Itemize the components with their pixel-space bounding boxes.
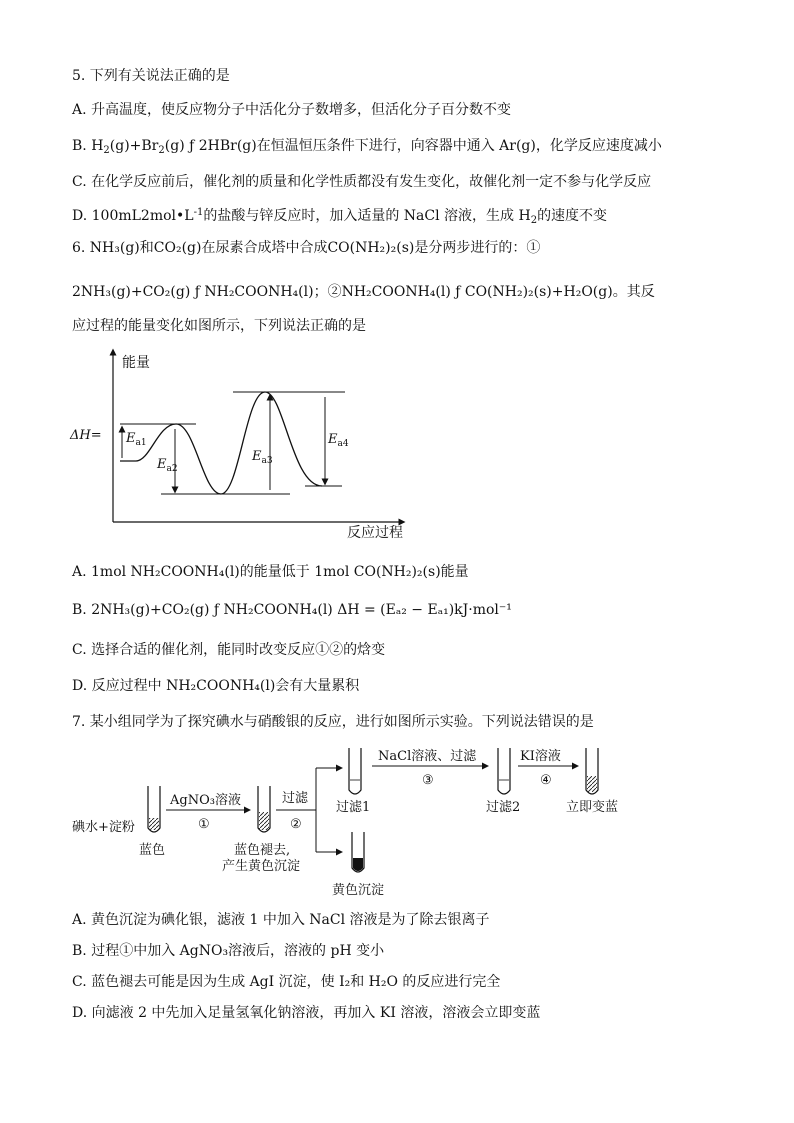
q7-option-d: D. 向滤液 2 中先加入足量氢氧化钠溶液，再加入 KI 溶液，溶液会立即变蓝 [72,1005,541,1021]
energy-curve [120,392,322,494]
ki-label: KI溶液 [520,749,561,764]
q6-stem-line1: 6. NH₃(g)和CO₂(g)在尿素合成塔中合成CO(NH₂)₂(s)是分两步进行的：① [72,240,541,256]
ea1-label: $E_{a1}$ [126,431,147,448]
test-tube-4 [352,832,364,872]
step2-circle: ② [290,817,302,832]
ea2-label: $E_{a2}$ [157,457,178,474]
test-tube-3 [349,748,361,794]
q6-stem-line3: 应过程的能量变化如图所示，下列说法正确的是 [72,318,366,334]
yellow-precipitate-label: 黄色沉淀 [332,883,385,898]
q6-option-b: B. 2NH₃(g)+CO₂(g) ƒ NH₂COONH₄(l) ΔH = (Eₐ₂ − Eₐ₁)kJ·mol⁻¹ [72,602,512,618]
start-label: 碘水+淀粉 [72,820,135,835]
turn-blue-label: 立即变蓝 [566,800,619,815]
step4-circle: ④ [540,773,552,788]
q7-option-b: B. 过程①中加入 AgNO₃溶液后，溶液的 pH 变小 [72,943,385,959]
q6-option-d: D. 反应过程中 NH₂COONH₄(l)会有大量累积 [72,678,360,694]
q6-option-a: A. 1mol NH₂COONH₄(l)的能量低于 1mol CO(NH₂)₂(s)能量 [72,564,469,580]
q7-stem: 7. 某小组同学为了探究碘水与硝酸银的反应，进行如图所示实验。下列说法错误的是 [72,714,594,730]
filter-label: 过滤 [282,791,309,806]
ea3-label: $E_{a3}$ [252,449,273,466]
q5-option-b: B. $H_2(g)+Br_2(g)$ ƒ 2HBr(g)在恒温恒压条件下进行，向容器中通入 Ar(g)，化学反应速度减小 [72,138,662,156]
test-tube-5 [498,748,510,794]
agno3-label: AgNO₃溶液 [170,793,241,808]
q6-stem-line2: 2NH₃(g)+CO₂(g) ƒ NH₂COONH₄(l)；②NH₂COONH₄(l) ƒ CO(NH₂)₂(s)+H₂O(g)。其反 [72,284,655,300]
nacl-label: NaCl溶液、过滤 [378,749,477,764]
x-axis-label: 反应过程 [347,525,403,541]
q5-option-d: D. $100mL2mol•L^{-1}$的盐酸与锌反应时，加入适量的 NaCl 溶液，生成 $H_2$的速度不变 [72,207,608,226]
test-tube-6 [586,748,598,794]
ea4-label: $E_{a4}$ [328,432,349,449]
faded-label-1: 蓝色褪去, [234,843,291,858]
filtrate1-label: 过滤1 [336,800,371,815]
q7-option-a: A. 黄色沉淀为碘化银，滤液 1 中加入 NaCl 溶液是为了除去银离子 [72,912,490,928]
filtrate2-label: 过滤2 [486,800,521,815]
experiment-flowchart [60,736,700,902]
q5-option-a: A. 升高温度，使反应物分子中活化分子数增多，但活化分子百分数不变 [72,102,512,118]
test-tube-1 [148,786,160,832]
step3-circle: ③ [422,773,434,788]
q7-option-c: C. 蓝色褪去可能是因为生成 AgI 沉淀，使 I₂和 H₂O 的反应进行完全 [72,974,501,990]
test-tube-2 [258,786,270,832]
blue-label: 蓝色 [139,843,166,858]
faded-label-2: 产生黄色沉淀 [222,859,301,874]
step1-circle: ① [198,817,210,832]
delta-h-label: ΔH= [70,428,102,443]
q5-stem: 5. 下列有关说法正确的是 [72,68,230,84]
q6-option-c: C. 选择合适的催化剂，能同时改变反应①②的焓变 [72,642,386,658]
energy-diagram [60,340,440,545]
y-axis-label: 能量 [122,355,150,371]
q5-option-c: C. 在化学反应前后，催化剂的质量和化学性质都没有发生变化，故催化剂一定不参与化学反应 [72,174,652,190]
